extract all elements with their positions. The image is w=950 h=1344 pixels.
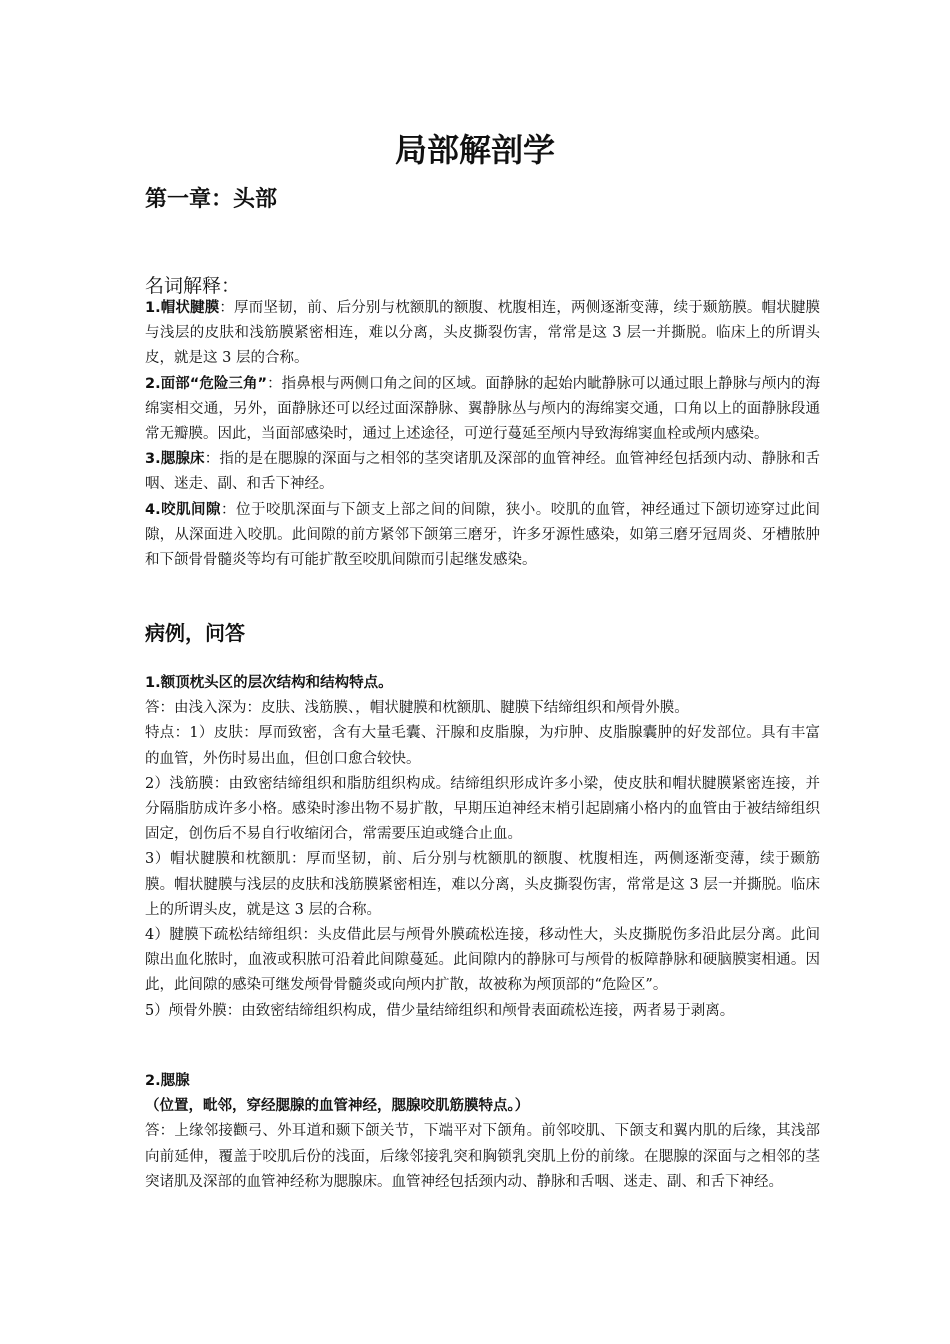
chapter-heading: 第一章：头部 [145, 187, 278, 212]
answer-paragraph: 答：由浅入深为：皮肤、浅筋膜、，帽状腱膜和枕额肌、腱膜下结缔组织和颅骨外膜。 [145, 700, 689, 717]
definition-term: 3.腮腺床 [145, 451, 205, 468]
definition-item [145, 447, 820, 497]
definitions-heading: 名词解释： [145, 275, 241, 297]
question-title: 1.额顶枕头区的层次结构和结构特点。 [145, 675, 393, 691]
definition-text: ：指鼻根与两侧口角之间的区域。面静脉的起始内眦静脉可以通过眼上静脉与颅内的海绵窦相交通，另外，面静脉还可以经过面深静脉、翼静脉丛与颅内的海绵窦交通，口角以上的面静脉段通常无瓣膜。因此，当面部感染时，通过上述途径，可逆行蔓延至颅内导致海绵窦血栓或颅内感染。 [145, 375, 820, 443]
answer-paragraph: 特点：1）皮肤：厚而致密，含有大量毛囊、汗腺和皮脂腺，为疖肿、皮脂腺囊肿的好发部位。具有丰富的血管，外伤时易出血，但创口愈合较快。 [145, 725, 820, 767]
question-title: 2.腮腺 [145, 1073, 190, 1089]
definition-text: ：位于咬肌深面与下颌支上部之间的间隙，狭小。咬肌的血管，神经通过下颌切迹穿过此间隙，从深面进入咬肌。此间隙的前方紧邻下颌第三磨牙，许多牙源性感染，如第三磨牙冠周炎、牙槽脓肿和下颌骨骨髓炎等均有可能扩散至咬肌间隙而引起继发感染。 [145, 501, 820, 569]
definition-text: ：厚而坚韧，前、后分别与枕额肌的额腹、枕腹相连，两侧逐渐变薄，续于颞筋膜。帽状腱膜与浅层的皮肤和浅筋膜紧密相连，难以分离，头皮撕裂伤害，常常是这 3 层一并撕脱。临床上的所谓头皮，就是这 3 层的合称。 [145, 300, 820, 367]
question-subtitle: （位置，毗邻，穿经腮腺的血管神经，腮腺咬肌筋膜特点。） [145, 1098, 530, 1115]
answer-paragraph: 答：上缘邻接颧弓、外耳道和颞下颌关节，下端平对下颌角。前邻咬肌、下颌支和翼内肌的后缘，其浅部向前延伸，覆盖于咬肌后份的浅面，后缘邻接乳突和胸锁乳突肌上份的前缘。在腮腺的深面与之相邻的茎突诸肌及深部的血管神经称为腮腺床。血管神经包括颈内动、静脉和舌咽、迷走、副、和舌下神经。 [145, 1123, 820, 1190]
definition-term: 4.咬肌间隙 [145, 501, 222, 518]
answer-paragraph: 2）浅筋膜：由致密结缔组织和脂肪组织构成。结缔组织形成许多小梁，使皮肤和帽状腱膜紧密连接，并分隔脂肪成许多小格。感染时渗出物不易扩散，早期压迫神经末梢引起剧痛小格内的血管由于被结缔组织固定，创伤后不易自行收缩闭合，常需要压迫或缝合止血。 [145, 775, 820, 843]
cases-heading: 病例，问答 [145, 621, 245, 645]
answer-paragraph: 5）颅骨外膜：由致密结缔组织构成，借少量结缔组织和颅骨表面疏松连接，两者易于剥离。 [145, 1002, 735, 1019]
definitions-list [145, 296, 820, 573]
answer-paragraph: 4）腱膜下疏松结缔组织：头皮借此层与颅骨外膜疏松连接，移动性大，头皮撕脱伤多沿此层分离。此间隙出血化脓时，血液或积脓可沿着此间隙蔓延。此间隙内的静脉可与颅骨的板障静脉和硬脑膜窦相通。因此，此间隙的感染可继发颅骨骨髓炎或向颅内扩散，故被称为颅顶部的“危险区”。 [145, 927, 820, 994]
answer-paragraph: 3）帽状腱膜和枕额肌：厚而坚韧，前、后分别与枕额肌的额腹、枕腹相连，两侧逐渐变薄，续于颞筋膜。帽状腱膜与浅层的皮肤和浅筋膜紧密相连，难以分离，头皮撕裂伤害，常常是这 3 层一并撕脱。临床上的所谓头皮，就是这 3 层的合称。 [145, 851, 820, 918]
definition-item [145, 296, 820, 372]
definition-item [145, 498, 820, 574]
definition-item [145, 372, 820, 448]
question-1 [145, 671, 820, 1024]
definition-text: ：指的是在腮腺的深面与之相邻的茎突诸肌及深部的血管神经。血管神经包括颈内动、静脉和舌咽、迷走、副、和舌下神经。 [145, 451, 820, 493]
definition-term: 2.面部“危险三角” [145, 375, 268, 392]
document-title: 局部解剖学 [394, 131, 555, 169]
question-2 [145, 1069, 820, 1195]
definition-term: 1.帽状腱膜 [145, 300, 220, 316]
